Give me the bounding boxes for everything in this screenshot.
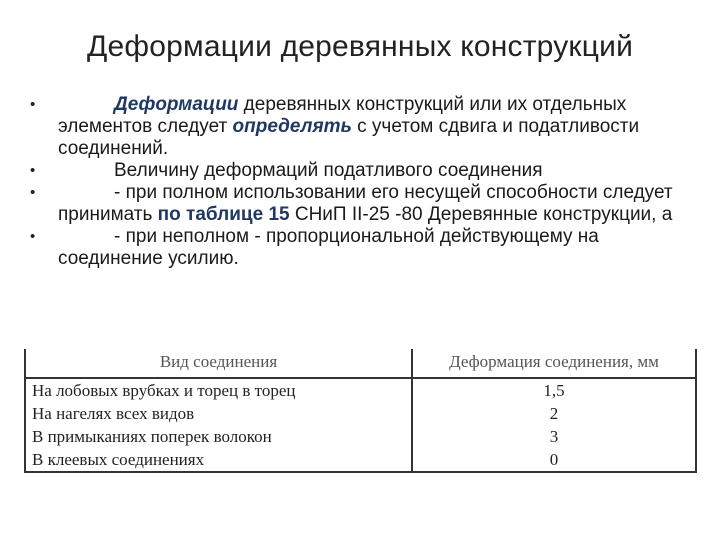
cell-deformation: 2 bbox=[412, 402, 696, 425]
bullet-list bbox=[30, 94, 690, 270]
cell-deformation: 0 bbox=[412, 448, 696, 472]
bullet-text: с учетом сдвига и податливости соединений. bbox=[58, 116, 640, 159]
bullet-marker: • bbox=[30, 96, 36, 113]
emphasis-determine: определять bbox=[232, 116, 352, 137]
bullet-marker: • bbox=[30, 228, 36, 245]
bullet-text: - при неполном - пропорциональной действующему на соединение усилию. bbox=[58, 226, 599, 269]
table-header-row bbox=[25, 349, 696, 378]
cell-joint-type: В клеевых соединениях bbox=[25, 448, 412, 472]
bullet-text: - при полном использовании его несущей способности следует принимать bbox=[58, 182, 673, 225]
cell-deformation: 3 bbox=[412, 425, 696, 448]
table-row bbox=[25, 402, 696, 425]
slide-title: Деформации деревянных конструкций bbox=[86, 30, 634, 63]
header-joint-type: Вид соединения bbox=[25, 349, 412, 378]
bullet-text: СНиП II-25 -80 Деревянные конструкции, а bbox=[289, 204, 673, 225]
bullet-marker: • bbox=[30, 184, 36, 201]
bullet-marker: • bbox=[30, 162, 36, 179]
cell-joint-type: На лобовых врубках и торец в торец bbox=[25, 378, 412, 402]
bullet-text: Величину деформаций податливого соединения bbox=[114, 160, 543, 181]
table-row bbox=[25, 425, 696, 448]
deformation-table-container bbox=[24, 349, 697, 473]
cell-joint-type: В примыканиях поперек волокон bbox=[25, 425, 412, 448]
cell-deformation: 1,5 bbox=[412, 378, 696, 402]
cell-joint-type: На нагелях всех видов bbox=[25, 402, 412, 425]
bullet-item-2 bbox=[30, 160, 690, 182]
table-reference: по таблице 15 bbox=[157, 204, 290, 225]
bullet-item-3 bbox=[30, 182, 690, 226]
bullet-item-4 bbox=[30, 226, 690, 270]
header-deformation: Деформация соединения, мм bbox=[412, 349, 696, 378]
table-row bbox=[25, 448, 696, 472]
emphasis-deformations: Деформации bbox=[114, 94, 239, 115]
table-row bbox=[25, 378, 696, 402]
deformation-table bbox=[24, 349, 697, 473]
bullet-text: деревянных конструкций или их отдельных элементов следует bbox=[58, 94, 627, 137]
bullet-item-1 bbox=[30, 94, 690, 160]
